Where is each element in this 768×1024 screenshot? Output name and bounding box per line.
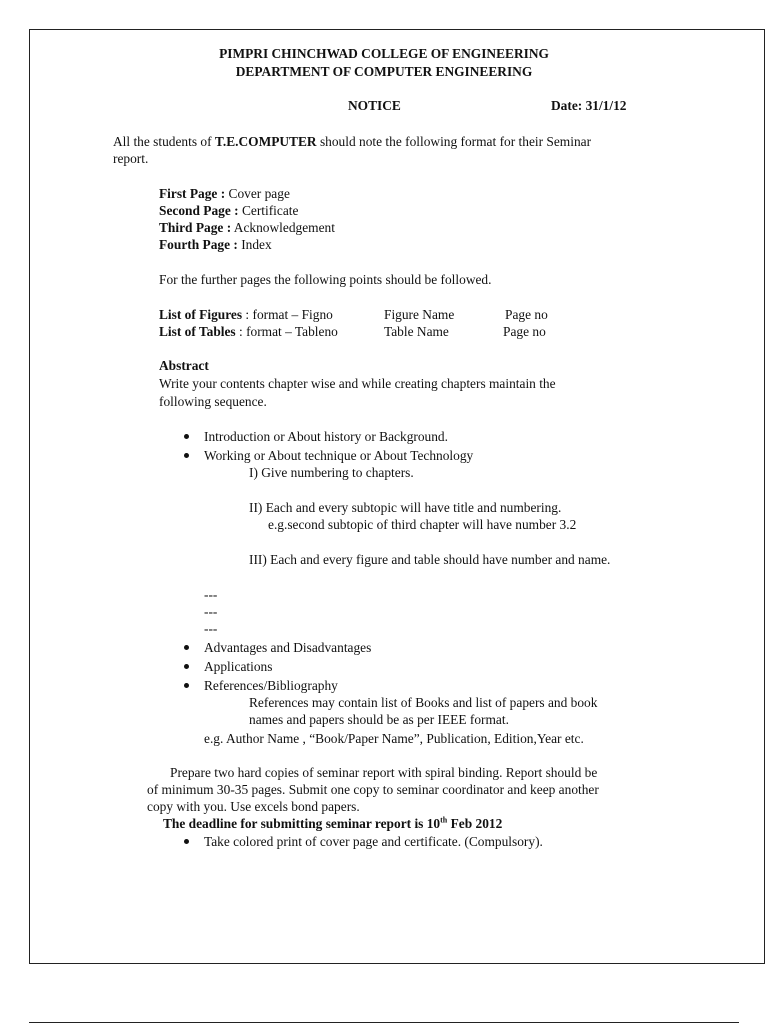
abstract-line2: following sequence.	[159, 394, 267, 409]
page-item-first: First Page : Cover page	[159, 186, 290, 201]
dash-line: ---	[204, 587, 218, 602]
page-bottom-rule	[29, 1022, 739, 1023]
rule-numbering-chapters: I) Give numbering to chapters.	[249, 465, 414, 480]
bullet-colored-print: Take colored print of cover page and certificate. (Compulsory).	[204, 834, 543, 849]
bullet-applications: Applications	[204, 659, 273, 674]
dash-line: ---	[204, 604, 218, 619]
table-name-col: Table Name	[384, 324, 449, 339]
figure-name-col: Figure Name	[384, 307, 455, 322]
table-page-col: Page no	[503, 324, 546, 339]
rule-subtopic-example: e.g.second subtopic of third chapter will have number 3.2	[268, 517, 577, 532]
college-name: PIMPRI CHINCHWAD COLLEGE OF ENGINEERING	[219, 46, 549, 61]
bullet-dot	[184, 683, 189, 688]
bullet-references: References/Bibliography	[204, 678, 338, 693]
intro-prefix: All the students of	[113, 134, 215, 149]
department-name: DEPARTMENT OF COMPUTER ENGINEERING	[235, 64, 533, 79]
bullet-dot	[184, 664, 189, 669]
references-example: e.g. Author Name , “Book/Paper Name”, Publication, Edition,Year etc.	[204, 731, 584, 746]
list-of-figures-row: List of Figures : format – Figno	[159, 307, 333, 322]
bullet-dot	[184, 645, 189, 650]
closing-line1: Prepare two hard copies of seminar report with spiral binding. Report should be	[170, 765, 598, 780]
bullet-introduction: Introduction or About history or Background.	[204, 429, 448, 444]
references-line2: names and papers should be as per IEEE format.	[249, 712, 509, 727]
further-pages-text: For the further pages the following points should be followed.	[159, 272, 492, 287]
notice-title: NOTICE	[348, 98, 401, 113]
bullet-working: Working or About technique or About Technology	[204, 448, 474, 463]
bullet-dot	[184, 453, 189, 458]
rule-subtopic-title: II) Each and every subtopic will have title and numbering.	[249, 500, 562, 515]
class-name: T.E.COMPUTER	[214, 134, 317, 149]
closing-line3: copy with you. Use excels bond papers.	[147, 799, 360, 814]
closing-line2: of minimum 30-35 pages. Submit one copy to seminar coordinator and keep another	[147, 782, 599, 797]
intro-line	[113, 133, 591, 150]
bullet-dot	[184, 839, 189, 844]
page-item-third: Third Page : Acknowledgement	[159, 220, 335, 235]
page-item-second: Second Page : Certificate	[159, 203, 299, 218]
notice-date: Date: 31/1/12	[551, 98, 627, 113]
figure-page-col: Page no	[505, 307, 548, 322]
references-line1: References may contain list of Books and list of papers and book	[249, 695, 598, 710]
bullet-dot	[184, 434, 189, 439]
intro-line2: report.	[113, 151, 149, 166]
deadline-line: The deadline for submitting seminar report is 10th Feb 2012	[163, 815, 503, 831]
abstract-line1: Write your contents chapter wise and while creating chapters maintain the	[159, 376, 556, 391]
abstract-heading: Abstract	[159, 358, 209, 373]
page-item-fourth: Fourth Page : Index	[159, 237, 272, 252]
bullet-advantages: Advantages and Disadvantages	[204, 640, 372, 655]
dash-line: ---	[204, 621, 218, 636]
rule-figure-table: III) Each and every figure and table should have number and name.	[249, 552, 611, 567]
list-of-tables-row: List of Tables : format – Tableno	[159, 324, 338, 339]
intro-suffix: should note the following format for their Seminar	[316, 134, 592, 149]
